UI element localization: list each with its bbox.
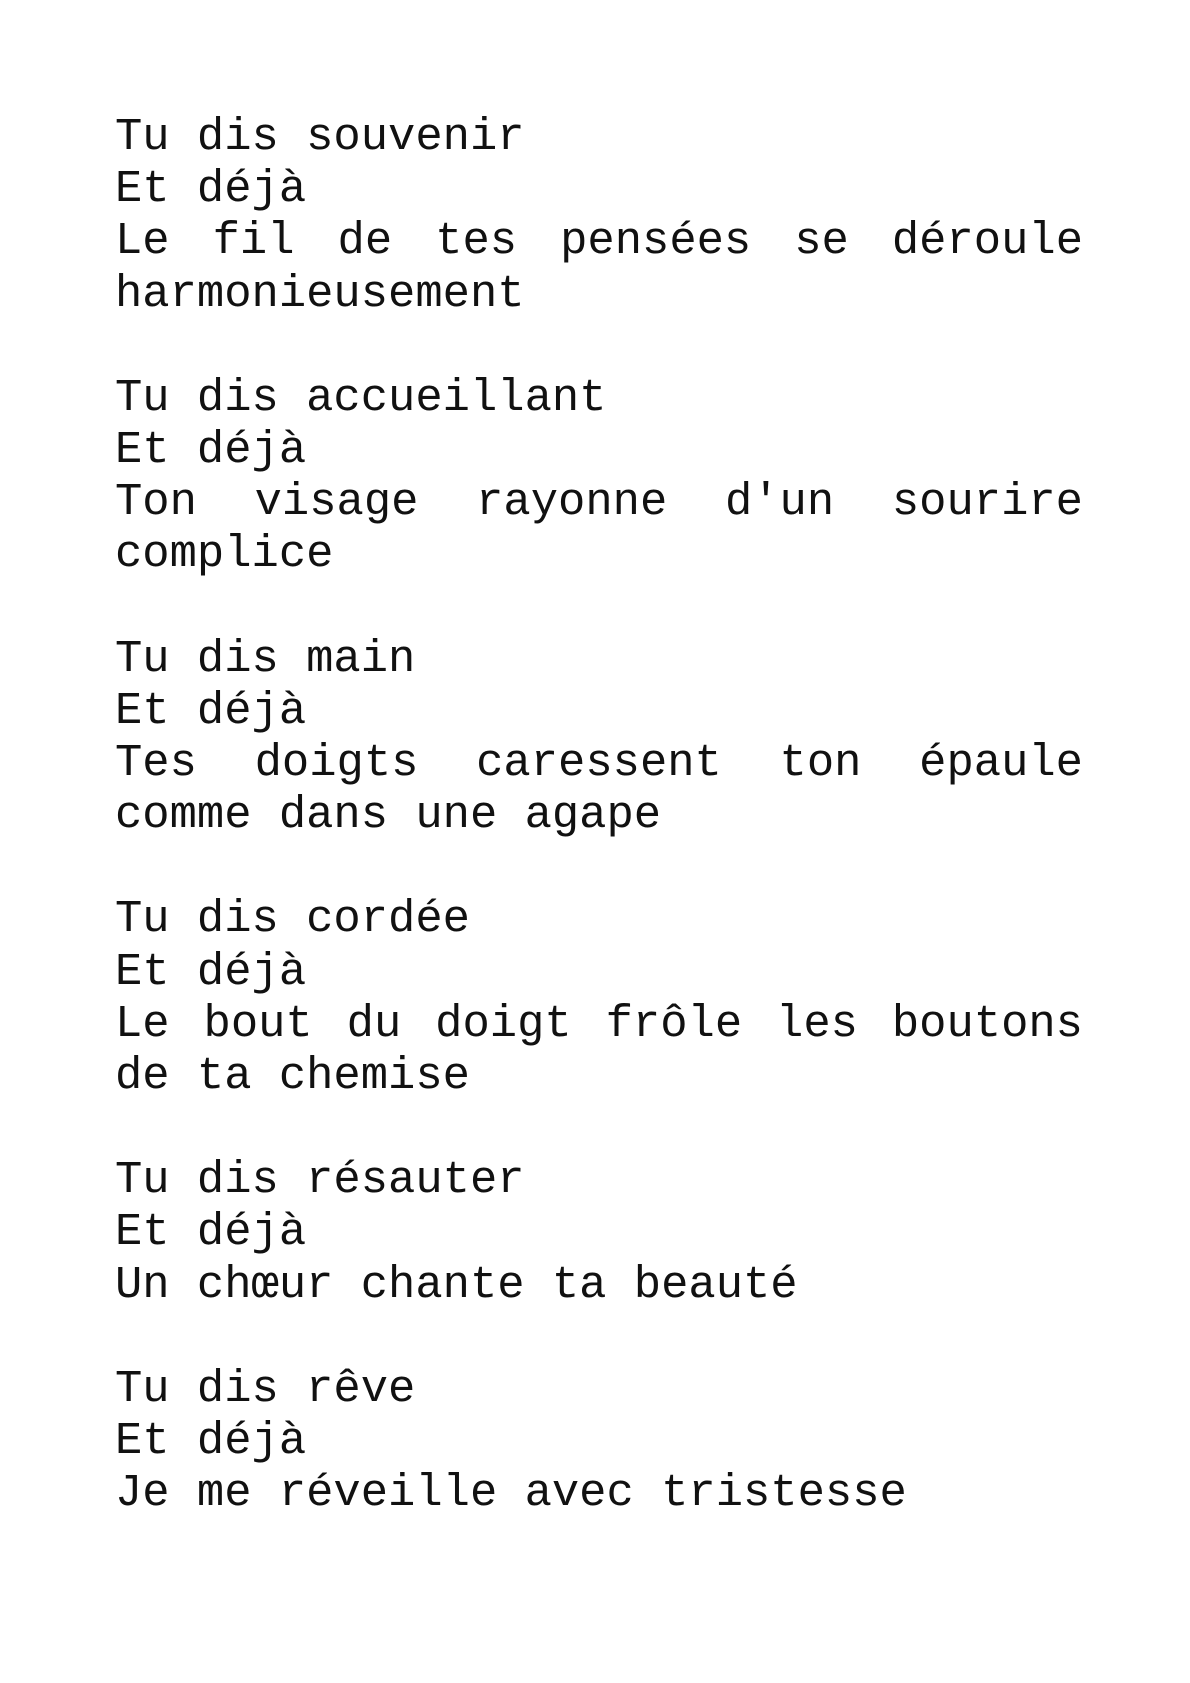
poem-line: Le fil de tes pensées se déroule — [115, 215, 1083, 268]
poem-line: Et déjà — [115, 424, 307, 477]
poem-line: Un chœur chante ta beauté — [115, 1258, 798, 1311]
poem-line: Tu dis résauter — [115, 1154, 525, 1207]
poem-line: Tu dis accueillant — [115, 371, 607, 424]
stanza-2 — [115, 372, 1083, 581]
poem-line: Je me réveille avec tristesse — [115, 1467, 907, 1520]
poem-line: Tes doigts caressent ton épaule — [115, 737, 1083, 790]
poem-line: Tu dis cordée — [115, 893, 470, 946]
stanza-5 — [115, 1154, 1083, 1311]
poem-line: Et déjà — [115, 163, 307, 216]
poem-line: complice — [115, 528, 334, 581]
stanza-6 — [115, 1363, 1083, 1520]
poem-line: comme dans une agape — [115, 789, 662, 842]
poem-line: Ton visage rayonne d'un sourire — [115, 476, 1083, 529]
poem-line: Le bout du doigt frôle les boutons — [115, 997, 1083, 1050]
poem-line: de ta chemise — [115, 1050, 470, 1103]
poem-line: Et déjà — [115, 945, 307, 998]
poem-line: Et déjà — [115, 684, 307, 737]
poem-line: Tu dis rêve — [115, 1362, 416, 1415]
poem-line: Tu dis main — [115, 632, 416, 685]
stanza-4 — [115, 893, 1083, 1102]
poem-line: Tu dis souvenir — [115, 111, 525, 163]
poem-body — [115, 111, 1083, 1571]
stanza-3 — [115, 633, 1083, 842]
poem-line: Et déjà — [115, 1415, 307, 1468]
poem-line: harmonieusement — [115, 267, 525, 320]
stanza-1 — [115, 111, 1083, 320]
poem-line: Et déjà — [115, 1206, 307, 1259]
